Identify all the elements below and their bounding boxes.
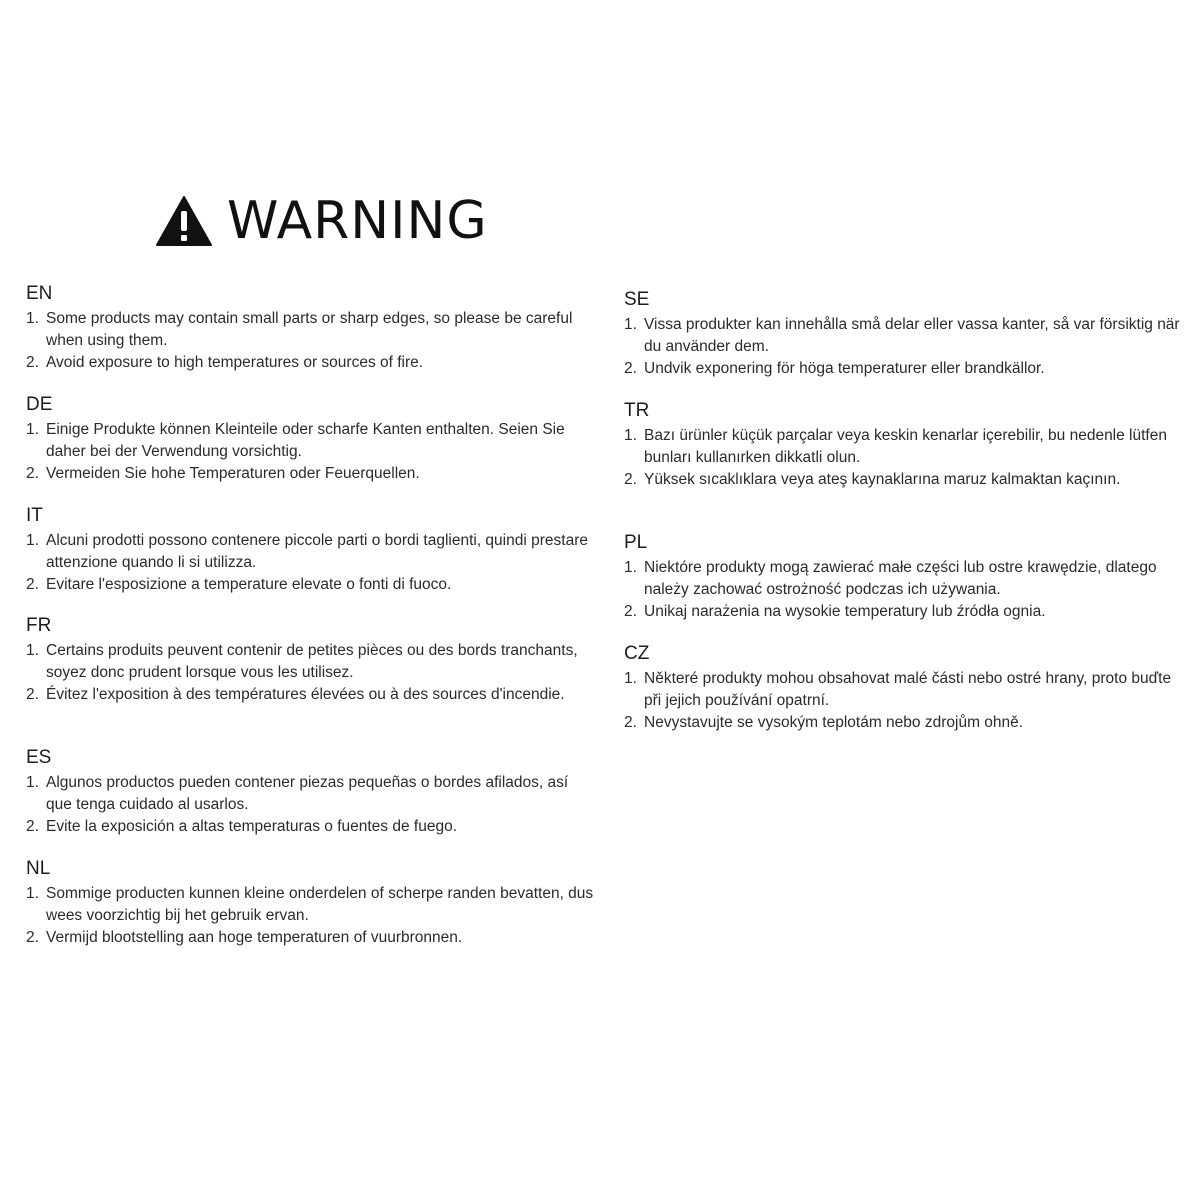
item-text: Avoid exposure to high temperatures or sources of fire.: [46, 353, 424, 371]
list-item: [26, 352, 596, 374]
item-number: 1.: [26, 532, 39, 549]
item-number: 1.: [624, 559, 637, 576]
item-text: Algunos productos pueden contener piezas pequeñas o bordes afilados, así que tenga cuidado al usarlos.: [46, 774, 569, 813]
list-item: [624, 425, 1190, 469]
item-text: Niektóre produkty mogą zawierać małe części lub ostre krawędzie, dlatego należy zachować ostrożność podczas ich używania.: [644, 559, 1157, 598]
item-number: 1.: [26, 885, 39, 902]
list-item: [26, 927, 596, 949]
item-text: Bazı ürünler küçük parçalar veya keskin kenarlar içerebilir, bu nedenle lütfen bunları kullanırken dikkatli olun.: [644, 427, 1167, 466]
section-nl: [26, 859, 596, 948]
language-code: IT: [26, 505, 43, 526]
language-code: TR: [624, 400, 650, 421]
list-item: [624, 601, 1190, 623]
language-code: SE: [624, 289, 650, 310]
warning-title: WARNING: [227, 191, 488, 251]
item-text: Některé produkty mohou obsahovat malé části nebo ostré hrany, proto buďte při jejich používání opatrní.: [644, 670, 1172, 709]
list-item: [624, 314, 1190, 358]
item-text: Vermijd blootstelling aan hoge temperaturen of vuurbronnen.: [46, 928, 463, 946]
item-number: 2.: [26, 685, 39, 703]
section-pl: [624, 533, 1190, 622]
item-text: Unikaj narażenia na wysokie temperatury lub źródła ognia.: [644, 602, 1046, 620]
item-number: 2.: [26, 353, 39, 371]
item-number: 2.: [624, 359, 637, 377]
item-text: Undvik exponering för höga temperaturer eller brandkällor.: [644, 359, 1045, 377]
item-text: Certains produits peuvent contenir de petites pièces ou des bords tranchants, soyez donc prudent lorsque vous les utilisez.: [46, 642, 578, 681]
list-item: [26, 772, 596, 816]
language-code: DE: [26, 394, 53, 415]
section-tr: [624, 401, 1190, 490]
section-es: [26, 748, 596, 837]
item-number: 2.: [26, 817, 39, 835]
list-item: [624, 469, 1190, 491]
list-item: [26, 640, 596, 684]
item-text: Vissa produkter kan innehålla små delar eller vassa kanter, så var försiktig när du använder dem.: [644, 316, 1180, 355]
list-item: [26, 574, 596, 596]
language-code: NL: [26, 858, 51, 879]
warning-triangle-icon: [155, 195, 213, 247]
section-en: [26, 284, 596, 373]
language-code: EN: [26, 283, 53, 304]
section-se: [624, 290, 1190, 379]
item-text: Yüksek sıcaklıklara veya ateş kaynaklarına maruz kalmaktan kaçının.: [644, 470, 1121, 488]
list-item: [624, 358, 1190, 380]
item-text: Vermeiden Sie hohe Temperaturen oder Feuerquellen.: [46, 464, 420, 482]
item-number: 1.: [624, 316, 637, 333]
list-item: [26, 463, 596, 485]
item-number: 1.: [624, 670, 637, 687]
list-item: [26, 308, 596, 352]
item-number: 2.: [26, 464, 39, 482]
item-number: 2.: [624, 713, 637, 731]
language-code: ES: [26, 747, 52, 768]
item-number: 1.: [26, 310, 39, 327]
list-item: [624, 557, 1190, 601]
item-text: Sommige producten kunnen kleine onderdelen of scherpe randen bevatten, dus wees voorzichtig bij het gebruik ervan.: [46, 885, 594, 924]
warning-header: [155, 192, 488, 250]
item-number: 1.: [26, 774, 39, 791]
item-text: Évitez l'exposition à des températures élevées ou à des sources d'incendie.: [46, 685, 565, 703]
section-de: [26, 395, 596, 484]
list-item: [26, 530, 596, 574]
list-item: [624, 668, 1190, 712]
item-number: 1.: [624, 427, 637, 444]
item-text: Nevystavujte se vysokým teplotám nebo zdrojům ohně.: [644, 713, 1024, 731]
list-item: [26, 816, 596, 838]
item-text: Evitare l'esposizione a temperature elevate o fonti di fuoco.: [46, 575, 452, 593]
item-text: Einige Produkte können Kleinteile oder scharfe Kanten enthalten. Seien Sie daher bei der Verwendung vorsichtig.: [46, 421, 565, 460]
section-it: [26, 506, 596, 595]
list-item: [26, 684, 596, 706]
item-number: 1.: [26, 421, 39, 438]
list-item: [26, 883, 596, 927]
list-item: [26, 419, 596, 463]
section-fr: [26, 616, 596, 705]
item-number: 2.: [26, 928, 39, 946]
item-number: 2.: [624, 602, 637, 620]
language-code: FR: [26, 615, 52, 636]
item-text: Some products may contain small parts or sharp edges, so please be careful when using them.: [46, 310, 573, 349]
language-code: CZ: [624, 643, 650, 664]
section-cz: [624, 644, 1190, 733]
item-number: 1.: [26, 642, 39, 659]
item-text: Evite la exposición a altas temperaturas o fuentes de fuego.: [46, 817, 457, 835]
list-item: [624, 712, 1190, 734]
item-text: Alcuni prodotti possono contenere piccole parti o bordi taglienti, quindi prestare attenzione quando li si utilizza.: [46, 532, 588, 571]
item-number: 2.: [624, 470, 637, 488]
item-number: 2.: [26, 575, 39, 593]
language-code: PL: [624, 532, 648, 553]
